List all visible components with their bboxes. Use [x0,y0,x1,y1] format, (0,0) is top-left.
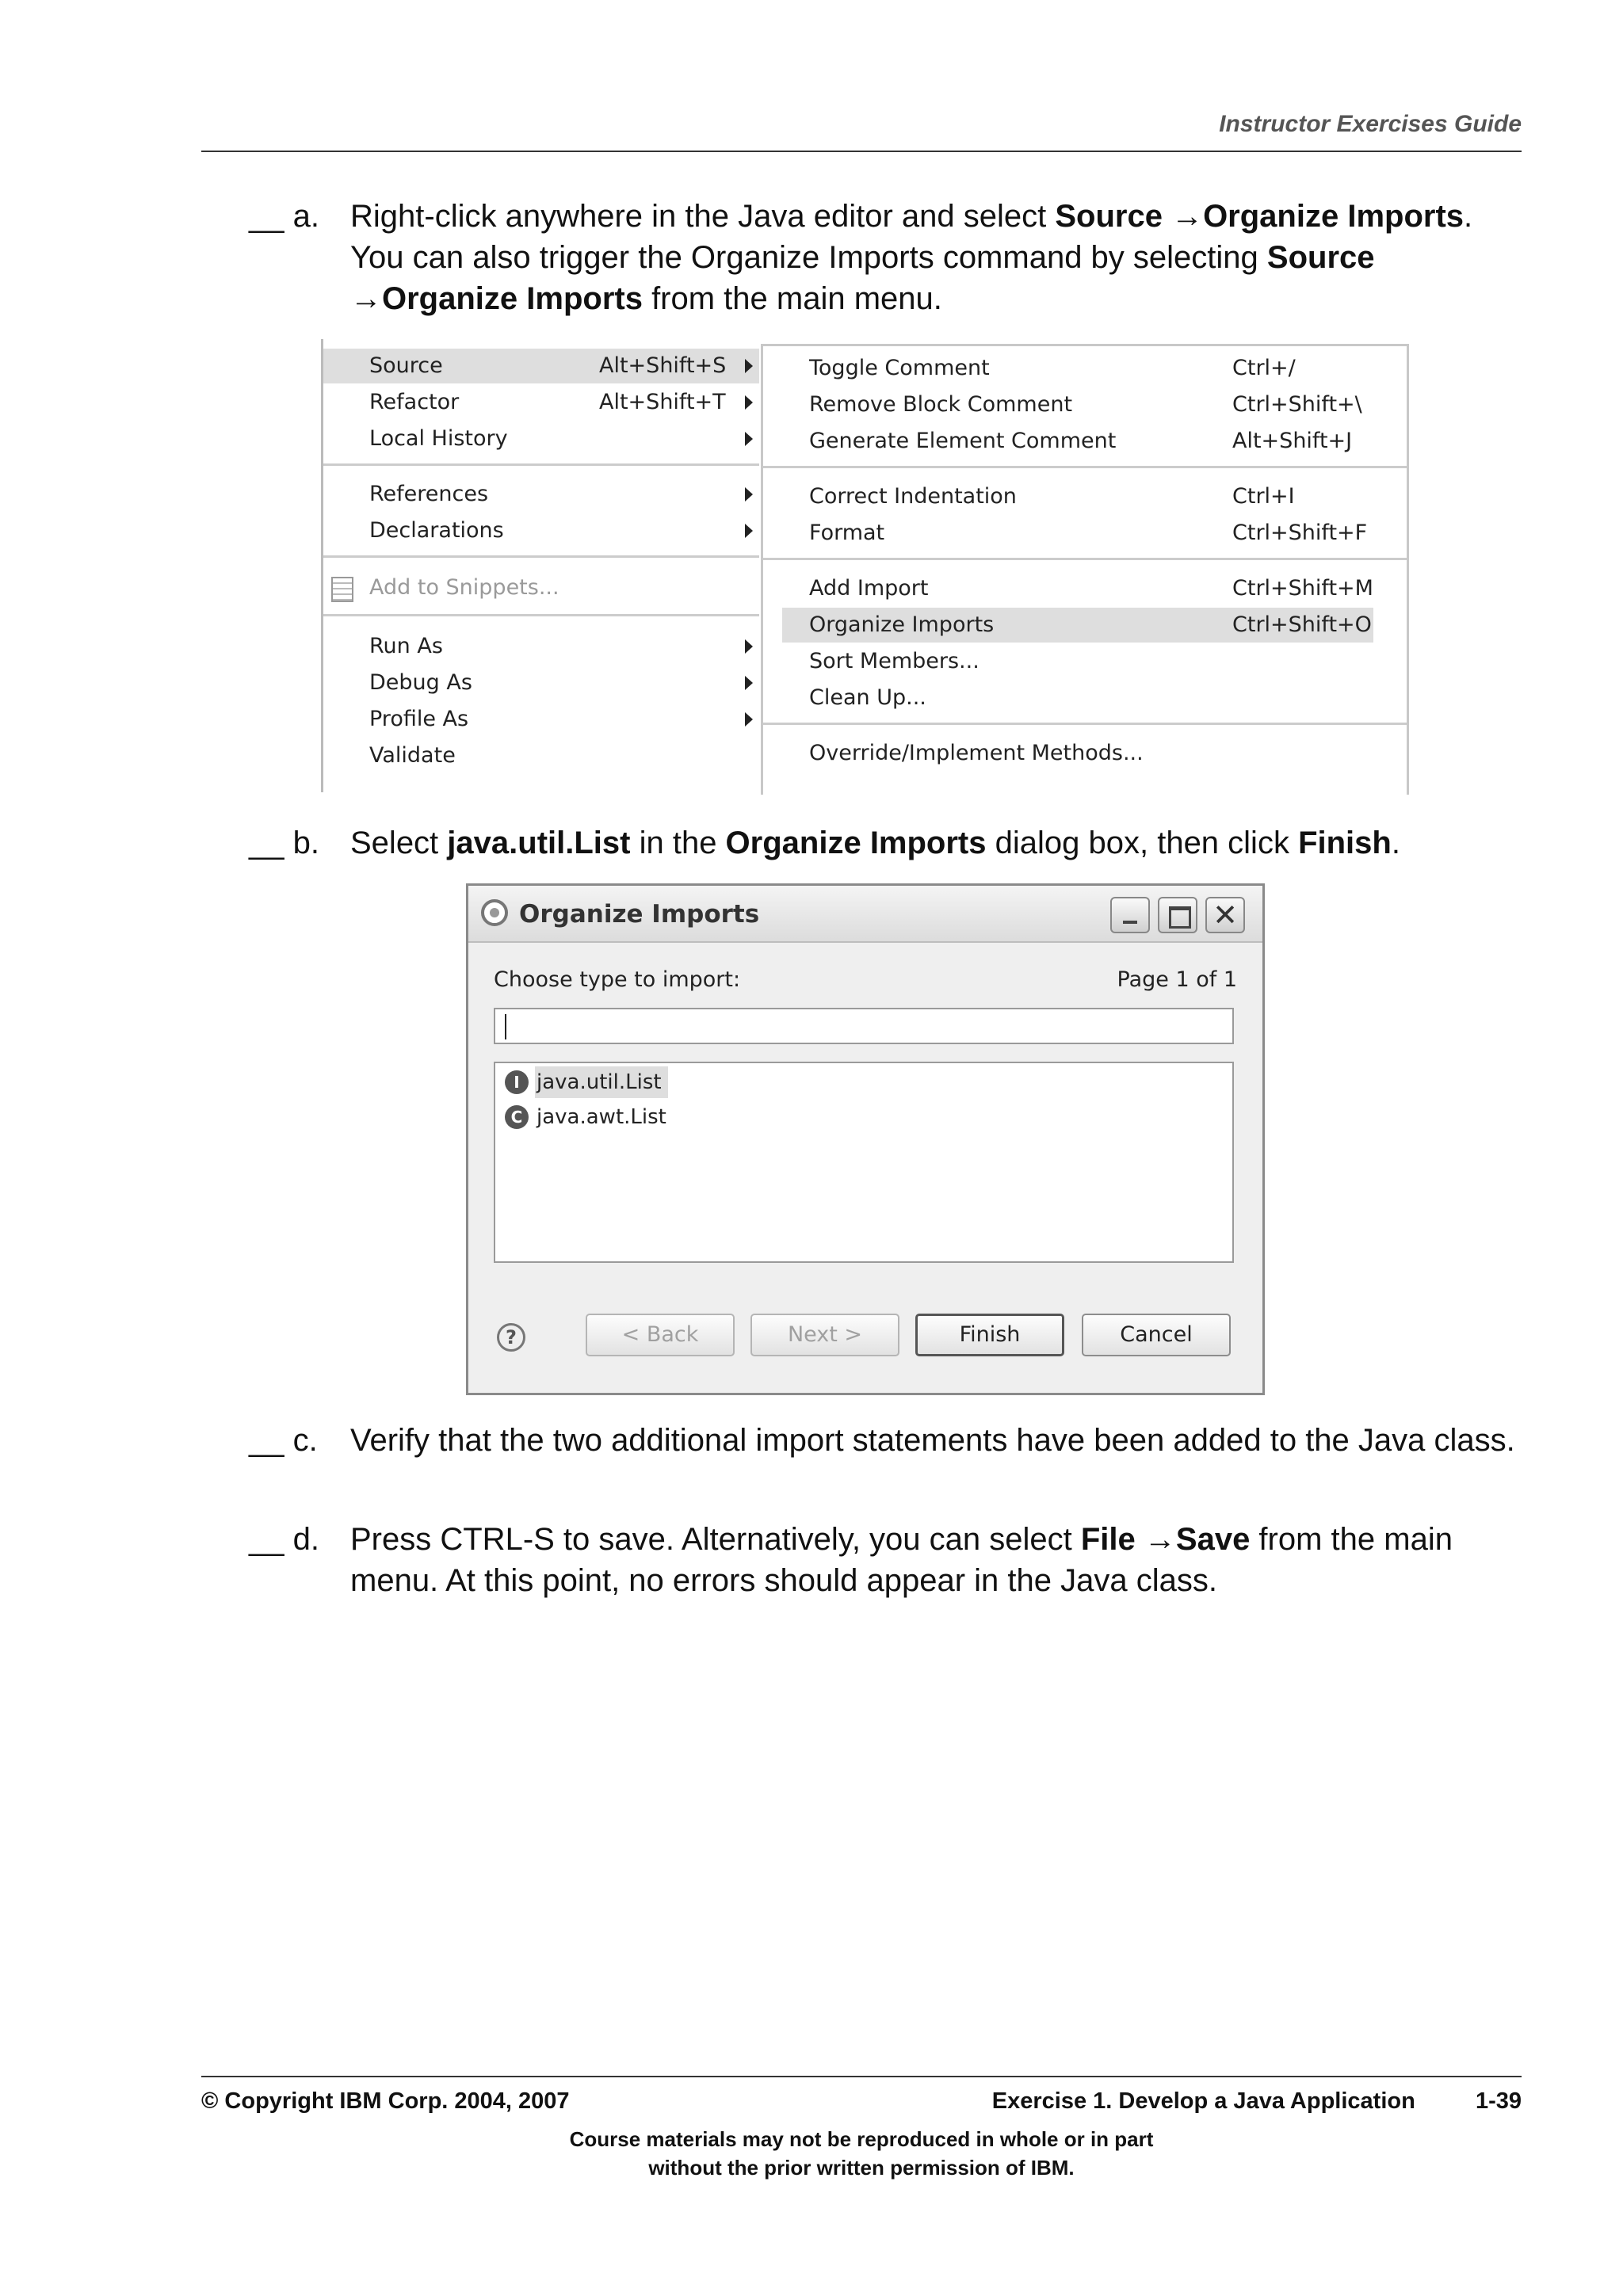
arrow-icon: → [1171,199,1204,234]
minimize-button[interactable] [1110,897,1150,933]
menu-item-organize-imports[interactable]: Organize Imports Ctrl+Shift+O [782,608,1373,643]
back-button[interactable]: < Back [586,1314,735,1356]
menu-item-format[interactable]: Format Ctrl+Shift+F [809,521,1368,545]
menu-separator [323,463,759,466]
menu-item-source[interactable]: Source Alt+Shift+S [323,349,759,383]
submenu-arrow-icon [745,639,753,654]
step-marker: __ a. [249,199,319,234]
type-list[interactable] [494,1062,1234,1263]
step-text: Press CTRL-S to save. Alternatively, you can select File →Save from the main menu. At this point, no errors should appear in the Java class. [350,1522,1453,1598]
menu-item-run-as[interactable]: Run As [323,629,759,664]
submenu-arrow-icon [745,432,753,446]
submenu-arrow-icon [745,712,753,727]
eclipse-icon [481,899,508,926]
submenu-arrow-icon [745,359,753,373]
submenu-arrow-icon [745,487,753,502]
menu-item-correct-indentation[interactable]: Correct Indentation Ctrl+I [809,484,1295,509]
step-text: Select java.util.List in the Organize Imports dialog box, then click Finish. [350,826,1400,860]
menu-separator [763,558,1407,560]
maximize-button[interactable] [1158,897,1197,933]
submenu-arrow-icon [745,676,753,690]
footer-rule [201,2076,1522,2077]
finish-button[interactable]: Finish [915,1314,1064,1356]
type-filter-input[interactable] [494,1008,1234,1044]
menu-item-profile-as[interactable]: Profile As [323,702,759,737]
step-text: Verify that the two additional import statements have been added to the Java class. [350,1423,1515,1458]
list-item-java-util-list[interactable]: I java.util.List [505,1066,743,1098]
arrow-icon: → [350,281,382,316]
step-marker: __ d. [249,1522,319,1557]
menu-item-local-history[interactable]: Local History [323,421,759,456]
close-button[interactable] [1205,897,1245,933]
menu-item-clean-up[interactable]: Clean Up... [809,685,926,710]
submenu-arrow-icon [745,524,753,538]
menu-separator [763,723,1407,725]
header-title: Instructor Exercises Guide [1219,111,1522,137]
class-icon: C [505,1105,529,1129]
menu-separator [323,555,759,558]
text-caret [505,1014,506,1039]
menu-item-override-implement-methods[interactable]: Override/Implement Methods... [809,741,1144,765]
menu-separator [763,466,1407,468]
menu-item-toggle-comment[interactable]: Toggle Comment Ctrl+/ [809,356,1296,380]
dialog-titlebar [468,886,1262,943]
step-marker: __ c. [249,1423,318,1458]
close-icon: ✕ [1212,898,1238,933]
list-item-java-awt-list[interactable]: C java.awt.List [505,1101,743,1133]
menu-separator [323,614,759,616]
dialog-prompt: Choose type to import: [494,967,741,992]
snippet-icon [331,577,353,602]
context-menu [321,339,759,792]
menu-item-validate[interactable]: Validate [369,743,456,768]
copyright: © Copyright IBM Corp. 2004, 2007 [201,2088,570,2114]
dialog-title: Organize Imports [519,900,760,929]
step-text: Right-click anywhere in the Java editor and select Source →Organize Imports. You can also trigger the Organize Imports command by selecting Source →Organize Imports from the main menu. [350,199,1473,316]
menu-item-refactor[interactable]: Refactor Alt+Shift+T [323,385,759,420]
page-header [201,111,1522,152]
interface-icon: I [505,1070,529,1094]
page-number: 1-39 [1475,2088,1522,2114]
cancel-button[interactable]: Cancel [1082,1314,1231,1356]
menu-item-generate-element-comment[interactable]: Generate Element Comment Alt+Shift+J [809,429,1353,453]
page-indicator: Page 1 of 1 [1117,967,1237,992]
submenu-arrow-icon [745,395,753,410]
exercise-title: Exercise 1. Develop a Java Application [991,2088,1415,2114]
arrow-icon: → [1144,1522,1176,1557]
menu-item-add-to-snippets: Add to Snippets... [323,570,759,605]
menu-item-declarations[interactable]: Declarations [323,513,759,548]
source-submenu [761,344,1409,795]
menu-item-debug-as[interactable]: Debug As [323,666,759,700]
menu-item-remove-block-comment[interactable]: Remove Block Comment Ctrl+Shift+\ [809,392,1362,417]
footer-notice: Course materials may not be reproduced in whole or in part without the prior written permission of IBM. [569,2127,1154,2180]
step-marker: __ b. [249,826,319,860]
organize-imports-dialog [466,883,1265,1395]
menu-item-add-import[interactable]: Add Import Ctrl+Shift+M [809,576,1373,601]
help-icon[interactable]: ? [497,1323,525,1352]
next-button[interactable]: Next > [750,1314,899,1356]
menu-item-sort-members[interactable]: Sort Members... [809,649,980,673]
menu-item-references[interactable]: References [323,477,759,512]
